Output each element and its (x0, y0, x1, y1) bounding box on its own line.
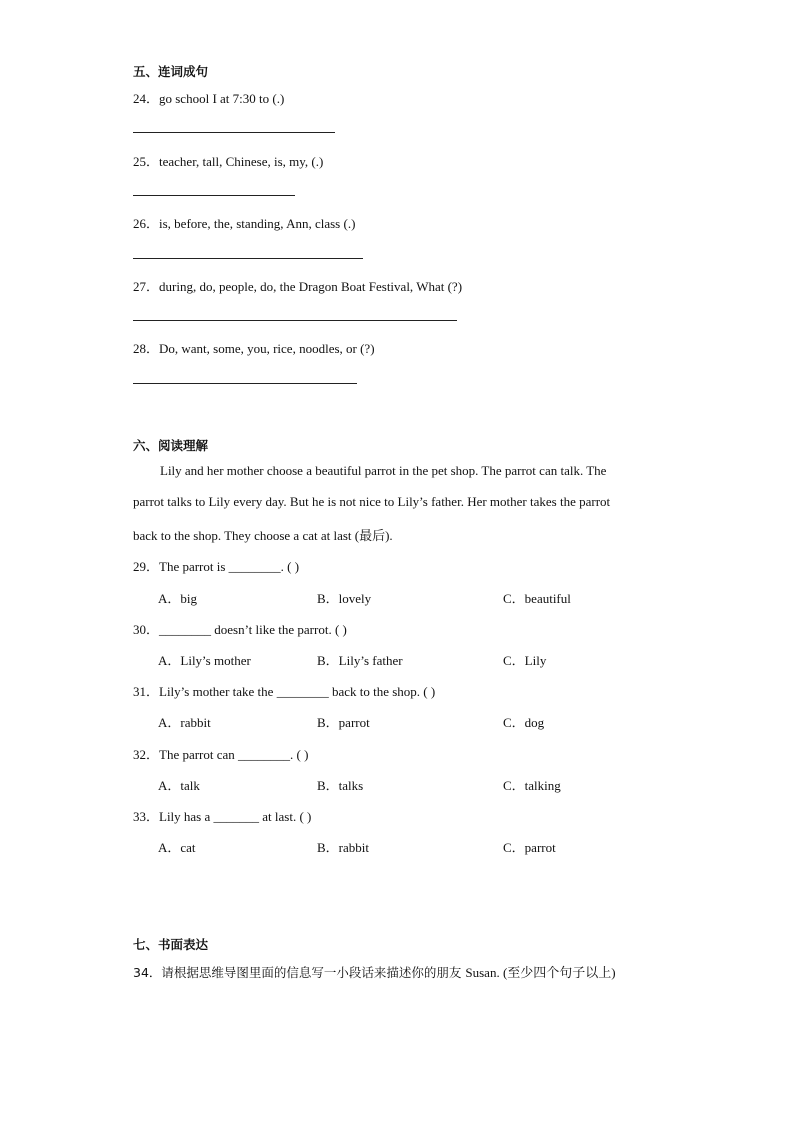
section-7-heading: 七、书面表达 (133, 937, 209, 952)
question-25: 25．teacher, tall, Chinese, is, my, (.) (133, 154, 324, 169)
question-24: 24．go school I at 7:30 to (.) (133, 91, 285, 106)
answer-line-25[interactable] (133, 195, 295, 196)
option-33-b[interactable]: B．rabbit (317, 840, 369, 855)
question-27: 27．during, do, people, do, the Dragon Boat Festival, What (?) (133, 279, 463, 294)
option-32-a[interactable]: A．talk (158, 778, 200, 793)
option-29-b[interactable]: B．lovely (317, 591, 372, 606)
option-31-b[interactable]: B．parrot (317, 715, 370, 730)
answer-line-28[interactable] (133, 383, 357, 384)
answer-line-24[interactable] (133, 132, 335, 133)
option-29-c[interactable]: C．beautiful (503, 591, 571, 606)
question-32: 32．The parrot can ________. ( ) (133, 747, 309, 762)
question-33: 33．Lily has a _______ at last. ( ) (133, 809, 312, 824)
question-34 (133, 962, 616, 981)
option-33-a[interactable]: A．cat (158, 840, 196, 855)
question-34-suffix: Susan. (至少四个句子以上) (465, 965, 616, 980)
option-31-a[interactable]: A．rabbit (158, 715, 211, 730)
passage-line-3: back to the shop. They choose a cat at last (最后). (133, 528, 393, 543)
question-29: 29．The parrot is ________. ( ) (133, 559, 300, 574)
option-32-b[interactable]: B．talks (317, 778, 364, 793)
option-33-c[interactable]: C．parrot (503, 840, 556, 855)
question-28: 28．Do, want, some, you, rice, noodles, or (?) (133, 341, 375, 356)
option-32-c[interactable]: C．talking (503, 778, 561, 793)
passage-line-1: Lily and her mother choose a beautiful parrot in the pet shop. The parrot can talk. The (160, 463, 607, 478)
section-6-heading: 六、阅读理解 (133, 438, 209, 453)
answer-line-26[interactable] (133, 258, 363, 259)
option-30-a[interactable]: A．Lily’s mother (158, 653, 251, 668)
question-31: 31．Lily’s mother take the ________ back to the shop. ( ) (133, 684, 436, 699)
option-31-c[interactable]: C．dog (503, 715, 545, 730)
option-30-c[interactable]: C．Lily (503, 653, 547, 668)
question-30: 30．________ doesn’t like the parrot. ( ) (133, 622, 347, 637)
section-5-heading: 五、连词成句 (133, 64, 209, 79)
question-34-instruction: 34．请根据思维导图里面的信息写一小段话来描述你的朋友 (133, 965, 466, 980)
question-26: 26．is, before, the, standing, Ann, class (.) (133, 216, 356, 231)
passage-line-2: parrot talks to Lily every day. But he is not nice to Lily’s father. Her mother takes the parrot (133, 494, 611, 509)
option-29-a[interactable]: A．big (158, 591, 198, 606)
answer-line-27[interactable] (133, 320, 457, 321)
option-30-b[interactable]: B．Lily’s father (317, 653, 403, 668)
